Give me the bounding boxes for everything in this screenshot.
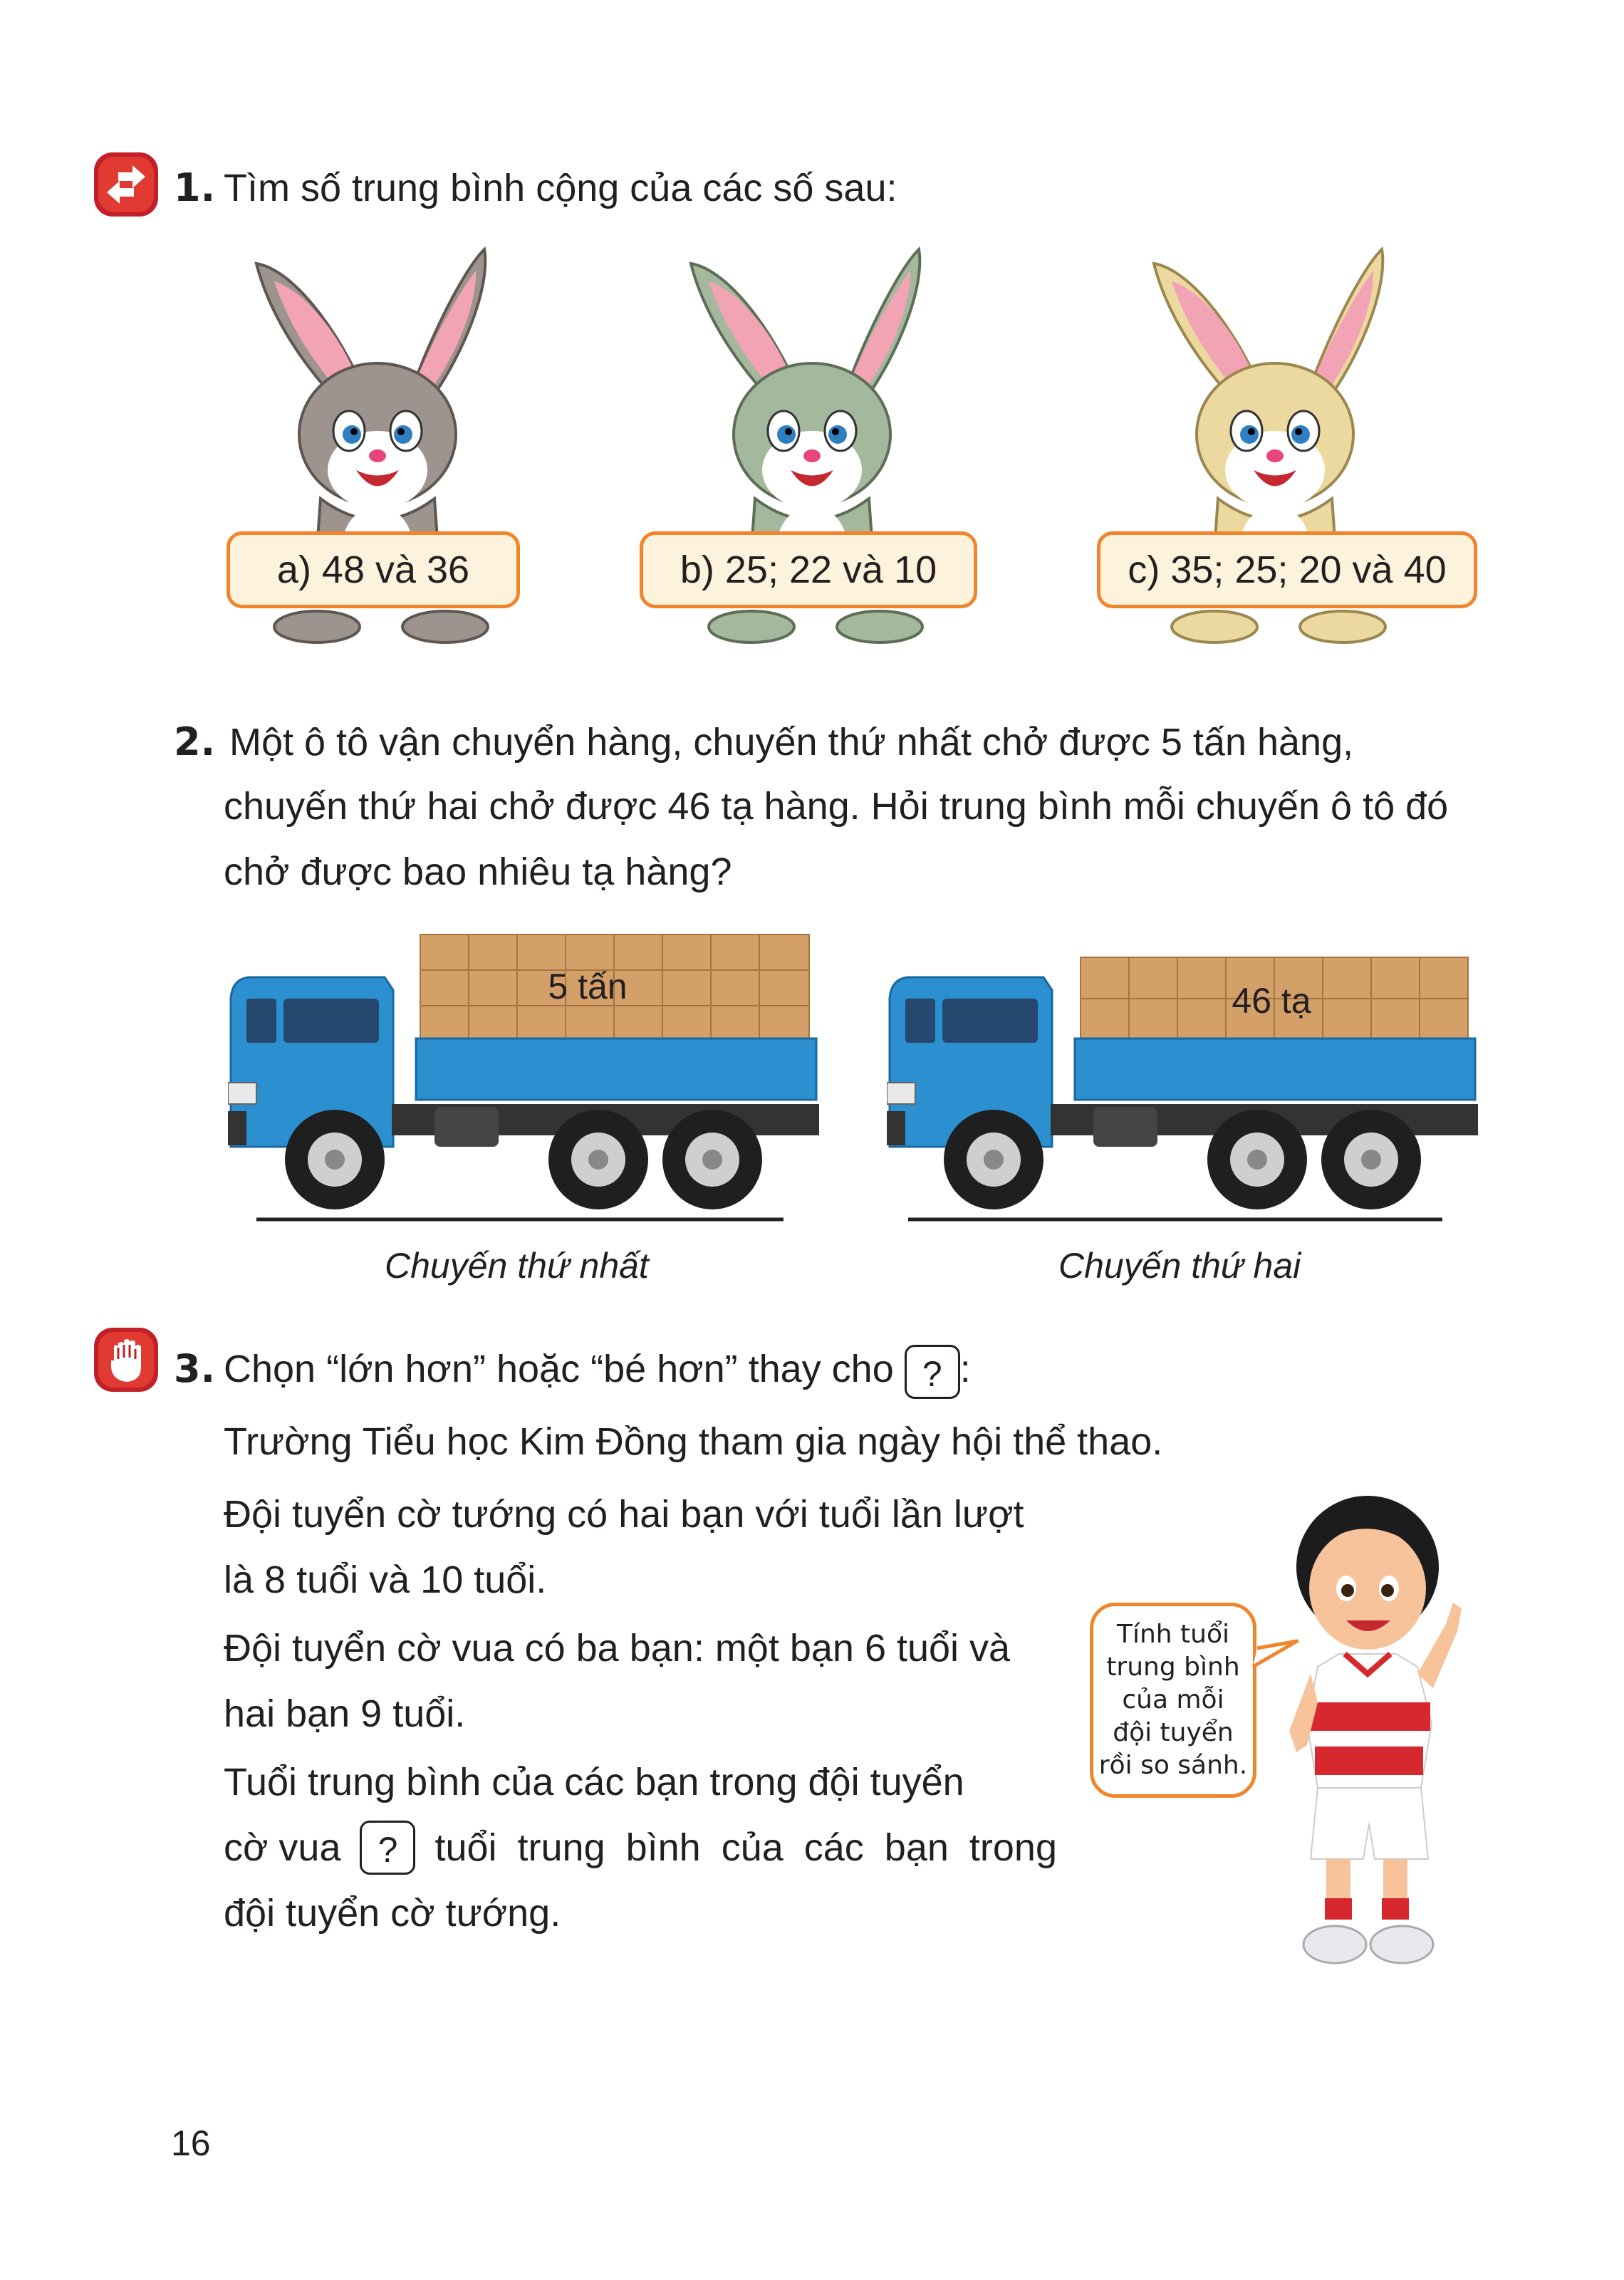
q2-line-1: Một ô tô vận chuyển hàng, chuyến thứ nhất chở được 5 tấn hàng, [229,721,1354,764]
answer-box[interactable]: ? [360,1821,415,1875]
q3-prompt [224,1336,971,1402]
sign-a: a) 48 và 36 [227,531,520,608]
bubble-line-1: Tính tuổi [1116,1620,1229,1649]
review-arrows-icon [91,150,161,219]
truck1-caption: Chuyến thứ nhất [385,1246,649,1286]
q3-line-6-start: cờ vua [224,1826,341,1869]
truck-illustration-2 [887,933,1478,1232]
truck1-load-label: 5 tấn [548,967,628,1006]
q3-line-4: hai bạn 9 tuổi. [224,1692,466,1735]
sign-c: c) 35; 25; 20 và 40 [1097,531,1477,608]
q3-intro: Trường Tiểu học Kim Đồng tham gia ngày hội thể thao. [224,1420,1163,1463]
q3-number: 3. [174,1346,216,1391]
raised-fist-icon [91,1325,161,1395]
q3-line-5: Tuổi trung bình của các bạn trong đội tuyển [224,1761,964,1803]
speech-bubble [1090,1603,1256,1798]
boy-illustration [1275,1489,1489,1973]
q3-line-2: là 8 tuổi và 10 tuổi. [224,1558,547,1601]
q2-line-3: chở được bao nhiêu tạ hàng? [224,850,732,893]
truck2-load-label: 46 tạ [1232,981,1311,1021]
q3-line-6-end: tuổi trung bình của các bạn trong [434,1826,1057,1869]
bubble-line-4: đội tuyển [1113,1718,1234,1747]
bubble-line-2: trung bình [1106,1652,1240,1682]
q3-prompt-colon: : [959,1348,971,1390]
truck2-caption: Chuyến thứ hai [1058,1246,1301,1286]
q2-line-2: chuyến thứ hai chở được 46 tạ hàng. Hỏi trung bình mỗi chuyến ô tô đó [224,785,1449,828]
q3-line-6 [224,1815,1057,1880]
truck-illustration-1 [228,933,819,1232]
bubble-line-5: rồi so sánh. [1098,1751,1248,1780]
bubble-line-3: của mỗi [1122,1685,1224,1714]
answer-box-sample: ? [905,1345,960,1399]
page-number: 16 [171,2123,211,2163]
q3-line-3: Đội tuyển cờ vua có ba bạn: một bạn 6 tuổi và [224,1627,1011,1670]
q1-text: Tìm số trung bình cộng của các số sau: [224,167,897,209]
q2-number: 2. [174,719,216,764]
q3-line-7: đội tuyển cờ tướng. [224,1892,561,1935]
q1-number: 1. [174,165,216,210]
q3-prompt-text: Chọn “lớn hơn” hoặc “bé hơn” thay cho [224,1348,894,1390]
q3-line-1: Đội tuyển cờ tướng có hai bạn với tuổi lần lượt [224,1493,1024,1536]
sign-b: b) 25; 22 và 10 [640,531,977,608]
